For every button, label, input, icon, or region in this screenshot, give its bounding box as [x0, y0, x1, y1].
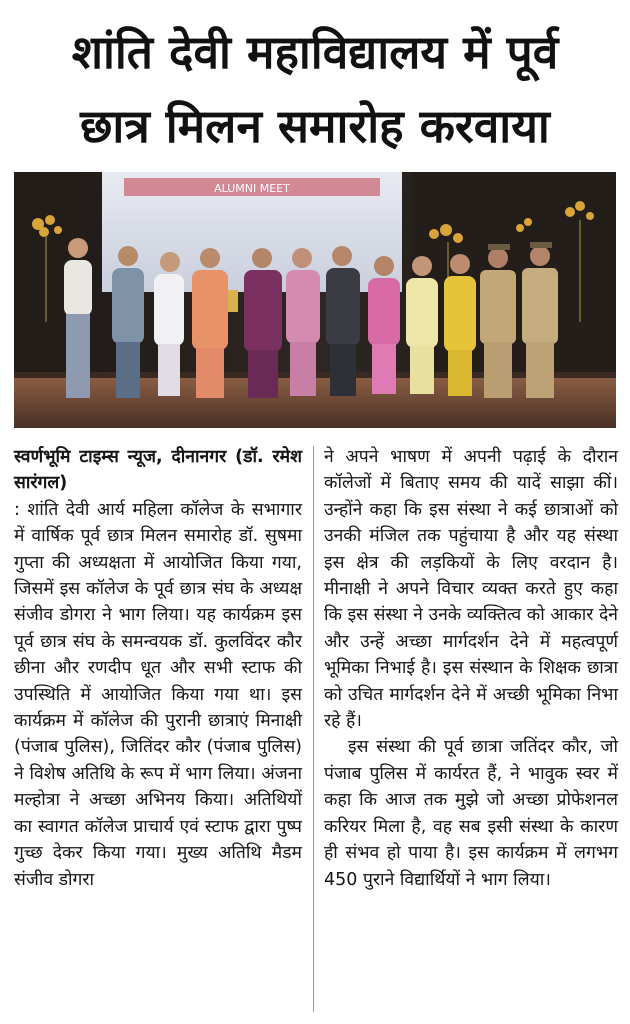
- article-column-right: [324, 444, 618, 893]
- article-column-left: [14, 444, 302, 893]
- column-divider: [313, 446, 314, 1012]
- article-paragraph: इस संस्था की पूर्व छात्रा जतिंदर कौर, जो पंजाब पुलिस में कार्यरत हैं, ने भावुक स्वर में कहा कि आज तक मुझे जो अच्छा प्रोफेशनल करियर मिला है, वह सब इसी संस्था के कारण ही संभव हो पाया है। इस कार्यक्रम में लगभग 450 पुराने विद्यार्थियों ने भाग लिया।: [324, 737, 618, 890]
- article-paragraph: ने अपने भाषण में अपनी पढ़ाई के दौरान कॉलेजों में बिताए समय की यादें साझा कीं। उन्होंने कहा कि इस संस्था ने कई छात्राओं को उनकी मंजिल तक पहुंचाया है और यह संस्था इस क्षेत्र की लड़कियों के लिए वरदान है। मीनाक्षी ने अपने विचार व्यक्त करते हुए कहा कि इस संस्था ने उनके व्यक्तित्व को आकार देने और उन्हें अच्छा मार्गदर्शन देने में महत्वपूर्ण भूमिका निभाई है। इस संस्थान के शिक्षक छात्रा को उचित मार्गदर्शन देने में अच्छी भूमिका निभा रहे हैं।: [324, 447, 618, 732]
- screen-banner-text: ALUMNI MEET: [214, 182, 290, 195]
- article-paragraph: : शांति देवी आर्य महिला कॉलेज के सभागार में वार्षिक पूर्व छात्र मिलन समारोह डॉ. सुषमा गुप्ता की अध्यक्षता में आयोजित किया गया, जिसमें इस कॉलेज के पूर्व छात्र संघ के अध्यक्ष संजीव डोगरा ने भाग लिया। यह कार्यक्रम इस पूर्व छात्र संघ के समन्वयक डॉ. कुलविंदर कौर छीना और रणदीप धूत और सभी स्टाफ की उपस्थिति में आयोजित किया गया था। इस कार्यक्रम में कॉलेज की पुरानी छात्राएं मिनाक्षी (पंजाब पुलिस), जितिंदर कौर (पंजाब पुलिस) ने विशेष अतिथि के रूप में भाग लिया। अंजना मल्होत्रा ने अच्छा अभिनय किया। अतिथियों का स्वागत कॉलेज प्राचार्य एवं स्टाफ द्वारा पुष्प गुच्छ देकर किया गया। मुख्य अतिथि मैडम संजीव डोगरा: [14, 499, 302, 890]
- headline-line-2: छात्र मिलन समारोह करवाया: [80, 99, 550, 153]
- news-photo: [14, 172, 616, 428]
- byline: स्वर्णभूमि टाइम्स न्यूज, दीनानगर (डॉ. रमेश सारंगल): [14, 447, 302, 494]
- headline-line-1: शांति देवी महाविद्यालय में पूर्व: [71, 25, 559, 79]
